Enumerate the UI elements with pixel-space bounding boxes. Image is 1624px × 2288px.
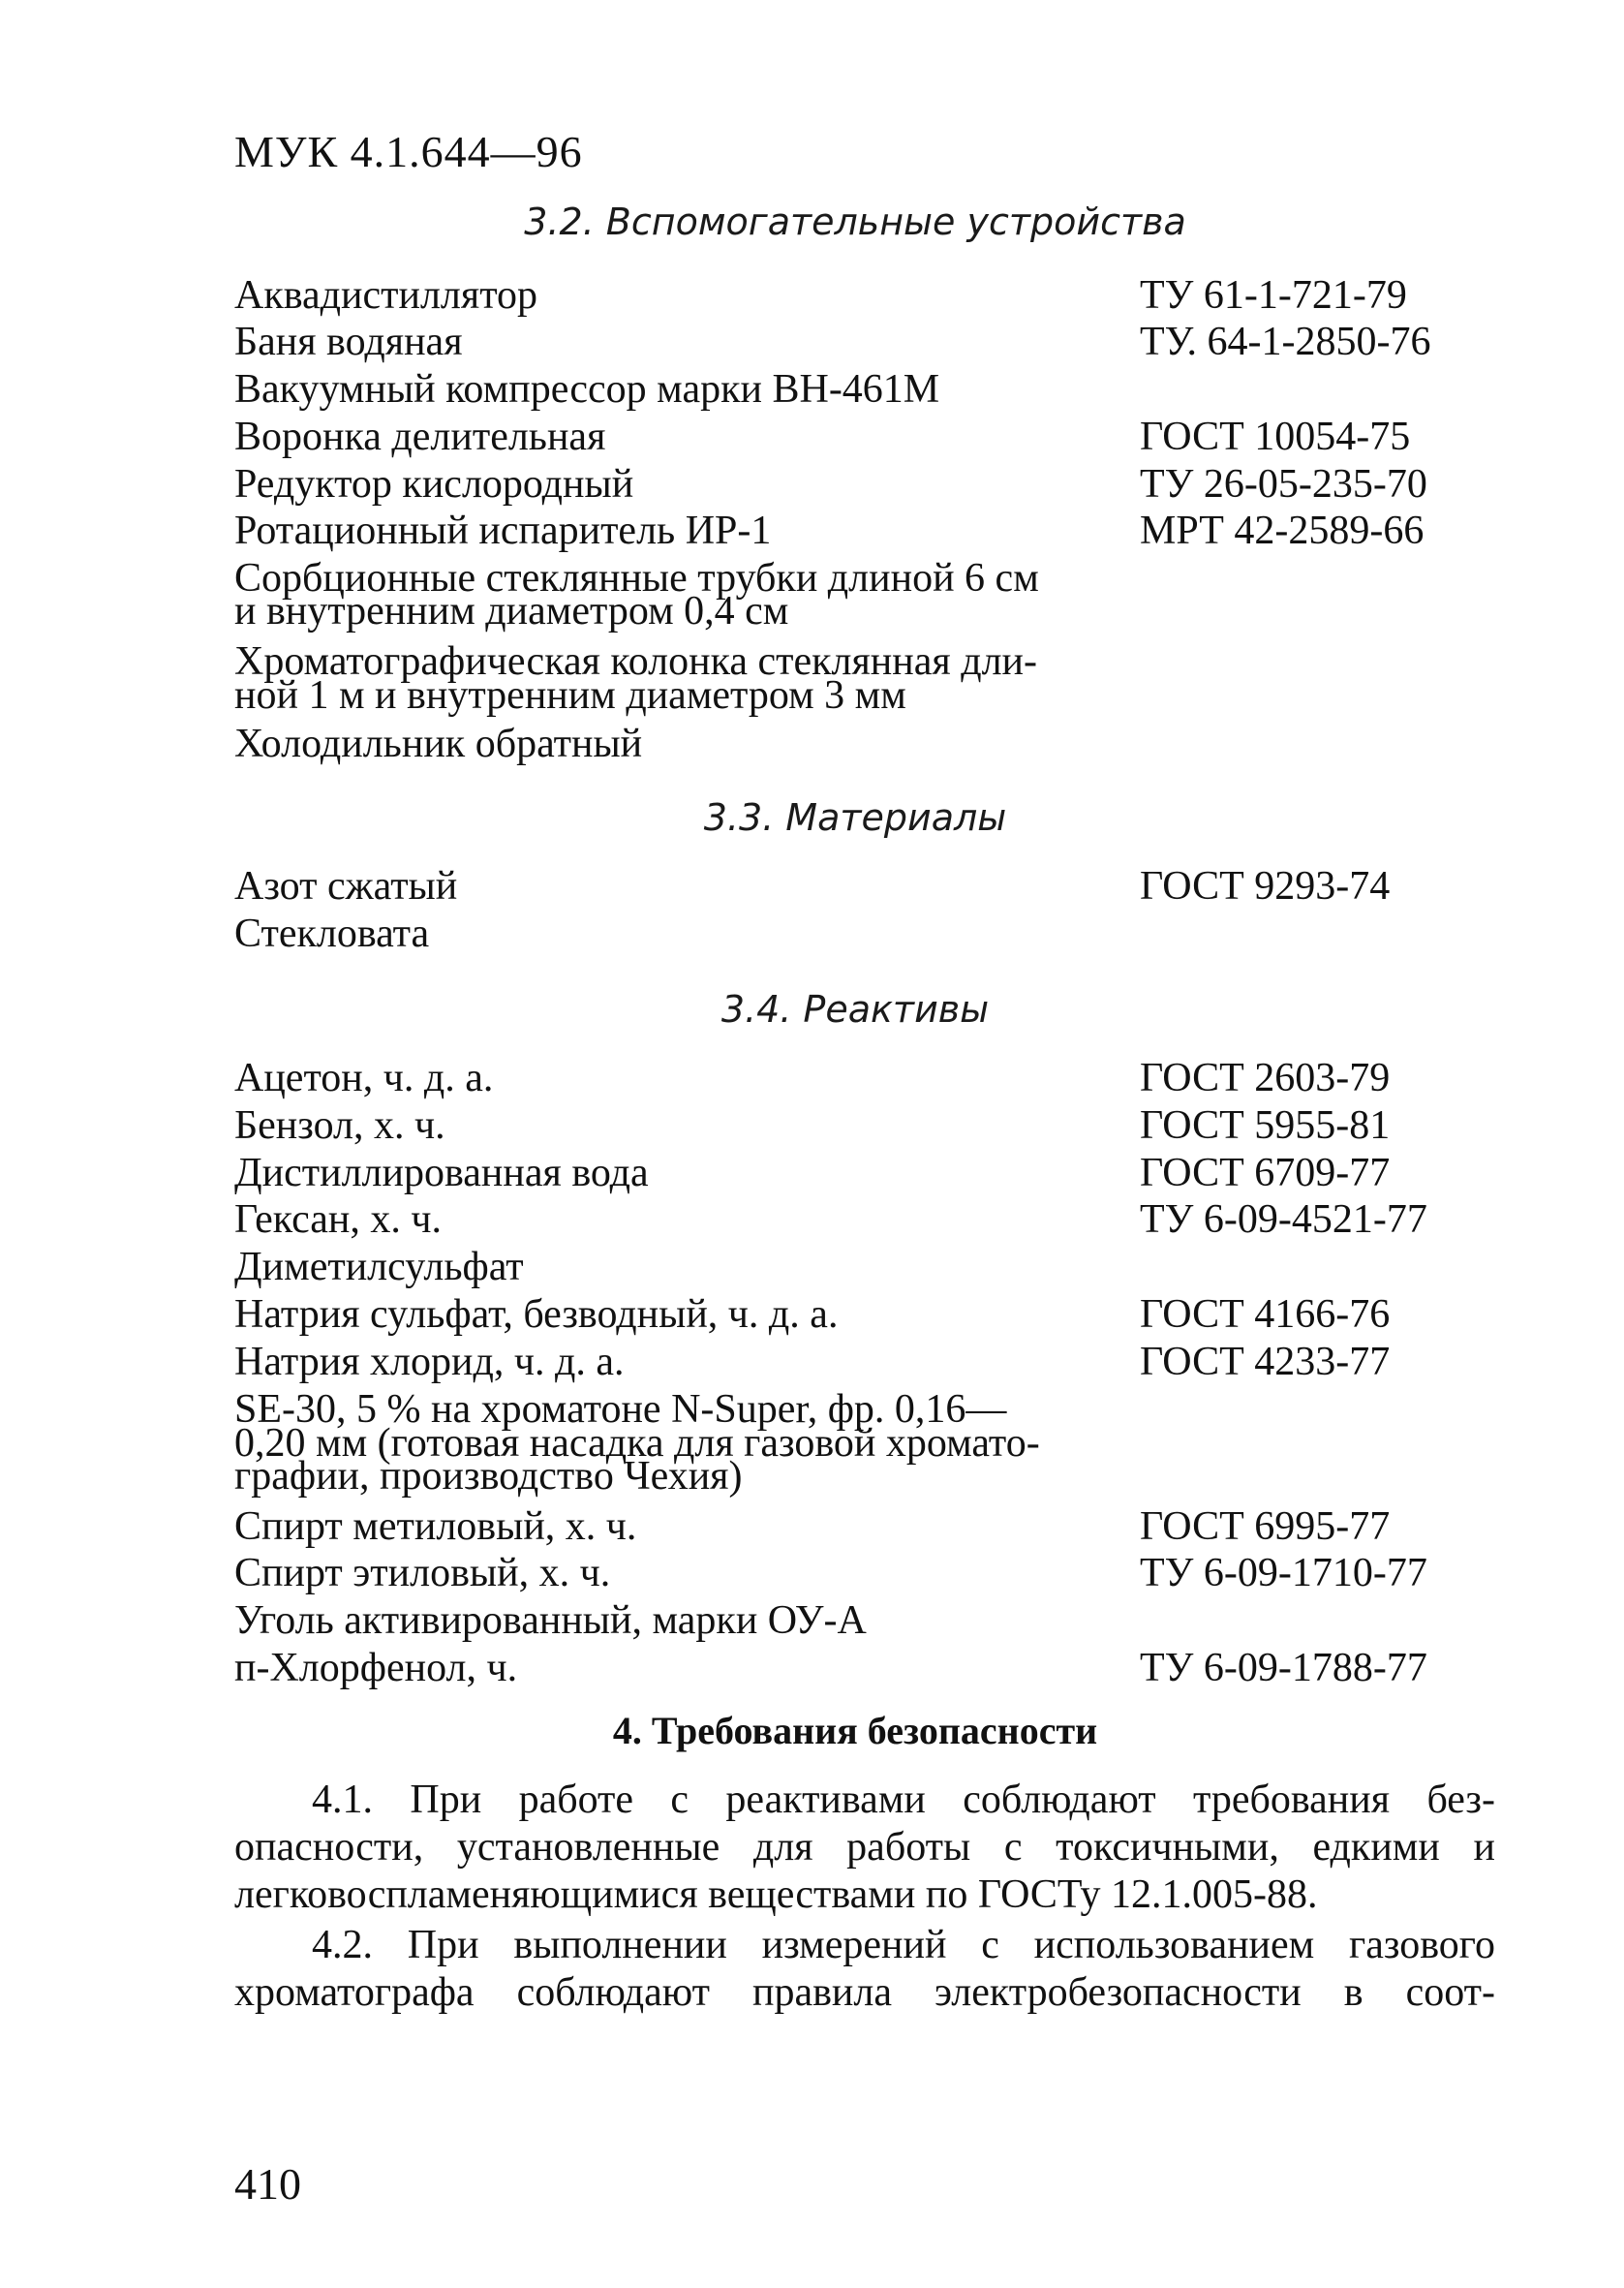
reagent-name: Бензол, х. ч.: [234, 1103, 445, 1148]
equipment-row: [234, 460, 1476, 509]
reagent-row: [234, 1502, 1476, 1551]
reagent-standard: ГОСТ 2603-79: [1140, 1056, 1391, 1100]
equipment-row: [234, 271, 1476, 320]
equipment-name: Баня водяная: [234, 320, 463, 364]
paragraph-line: 4.2. При выполнении измерений с использованием газового: [312, 1923, 1495, 1967]
reagent-standard: ГОСТ 4166-76: [1140, 1292, 1391, 1337]
material-row: [234, 862, 1476, 911]
equipment-row: [234, 720, 1476, 768]
section-title-4: 4. Требования безопасности: [612, 1709, 1098, 1752]
equipment-multiline-item: Хроматографическая колонка стеклянная дли-: [234, 639, 1038, 684]
equipment-multiline-item: и внутренним диаметром 0,4 см: [234, 589, 789, 634]
section-title-3-4: 3.4. Реактивы: [720, 988, 990, 1031]
material-standard: ГОСТ 9293-74: [1140, 864, 1391, 909]
equipment-row: [234, 365, 1476, 414]
equipment-standard: МРТ 42-2589-66: [1140, 509, 1425, 553]
equipment-row: [234, 318, 1476, 366]
reagent-standard: ГОСТ 4233-77: [1140, 1340, 1391, 1384]
reagent-name: Натрия хлорид, ч. д. а.: [234, 1340, 625, 1384]
reagent-multiline-item: 0,20 мм (готовая насадка для газовой хромато-: [234, 1421, 1040, 1466]
reagent-name: Уголь активированный, марки ОУ-А: [234, 1598, 867, 1643]
paragraph-line: 4.1. При работе с реактивами соблюдают требования без-: [312, 1778, 1495, 1822]
reagent-standard: ГОСТ 6709-77: [1140, 1151, 1391, 1195]
reagent-multiline-item: SE-30, 5 % на хроматоне N-Super, фр. 0,16—: [234, 1387, 1007, 1432]
section-title-3-3: 3.3. Материалы: [703, 796, 1007, 839]
paragraph-line: опасности, установленные для работы с токсичными, едкими и: [234, 1825, 1495, 1870]
equipment-row: [234, 507, 1476, 555]
reagent-standard: ТУ 6-09-1710-77: [1140, 1551, 1427, 1595]
reagent-standard: ТУ 6-09-4521-77: [1140, 1197, 1427, 1242]
reagent-row: [234, 1338, 1476, 1386]
reagent-row: [234, 1243, 1476, 1291]
reagent-row: [234, 1549, 1476, 1597]
paragraph-4-1: [234, 1777, 1495, 1919]
material-row: [234, 910, 1476, 958]
equipment-name: Ротационный испаритель ИР-1: [234, 509, 772, 553]
material-name: Азот сжатый: [234, 864, 458, 909]
reagent-standard: ТУ 6-09-1788-77: [1140, 1646, 1427, 1690]
equipment-name: Воронка делительная: [234, 415, 606, 459]
equipment-standard: ГОСТ 10054-75: [1140, 415, 1411, 459]
reagent-standard: ГОСТ 6995-77: [1140, 1504, 1391, 1549]
equipment-name: Аквадистиллятор: [234, 273, 538, 318]
paragraph-line: хроматографа соблюдают правила электробезопасности в соот-: [234, 1970, 1495, 2015]
reagent-multiline-item: графии, производство Чехия): [234, 1454, 743, 1499]
reagent-name: Дистиллированная вода: [234, 1151, 649, 1195]
reagent-row: [234, 1596, 1476, 1645]
reagent-row: [234, 1644, 1476, 1692]
reagent-name: Спирт этиловый, х. ч.: [234, 1551, 611, 1595]
reagent-name: Гексан, х. ч.: [234, 1197, 442, 1242]
reagent-name: Натрия сульфат, безводный, ч. д. а.: [234, 1292, 839, 1337]
equipment-name: Редуктор кислородный: [234, 462, 634, 507]
reagent-name: Ацетон, ч. д. а.: [234, 1056, 494, 1100]
equipment-multiline-item: ной 1 м и внутренним диаметром 3 мм: [234, 673, 906, 718]
reagent-row: [234, 1149, 1476, 1197]
section-title-3-2: 3.2. Вспомогательные устройства: [524, 201, 1186, 243]
reagent-standard: ГОСТ 5955-81: [1140, 1103, 1391, 1148]
reagent-row: [234, 1195, 1476, 1244]
equipment-name: Холодильник обратный: [234, 722, 643, 766]
paragraph-4-2: [234, 1922, 1495, 2017]
paragraph-line: легковоспламеняющимися веществами по ГОСТу 12.1.005-88.: [234, 1872, 1318, 1917]
equipment-standard: ТУ. 64-1-2850-76: [1140, 320, 1431, 364]
page-number: 410: [234, 2159, 301, 2209]
reagent-row: [234, 1101, 1476, 1150]
equipment-row: [234, 413, 1476, 461]
equipment-multiline-item: Сорбционные стеклянные трубки длиной 6 см: [234, 556, 1039, 601]
reagent-row: [234, 1054, 1476, 1102]
equipment-standard: ТУ 26-05-235-70: [1140, 462, 1427, 507]
equipment-name: Вакуумный компрессор марки ВН-461М: [234, 367, 940, 412]
material-name: Стекловата: [234, 912, 430, 956]
reagent-name: п-Хлорфенол, ч.: [234, 1646, 518, 1690]
reagent-row: [234, 1290, 1476, 1339]
equipment-standard: ТУ 61-1-721-79: [1140, 273, 1407, 318]
reagent-name: Диметилсульфат: [234, 1245, 524, 1289]
reagent-name: Спирт метиловый, х. ч.: [234, 1504, 637, 1549]
document-code: МУК 4.1.644—96: [234, 127, 583, 176]
